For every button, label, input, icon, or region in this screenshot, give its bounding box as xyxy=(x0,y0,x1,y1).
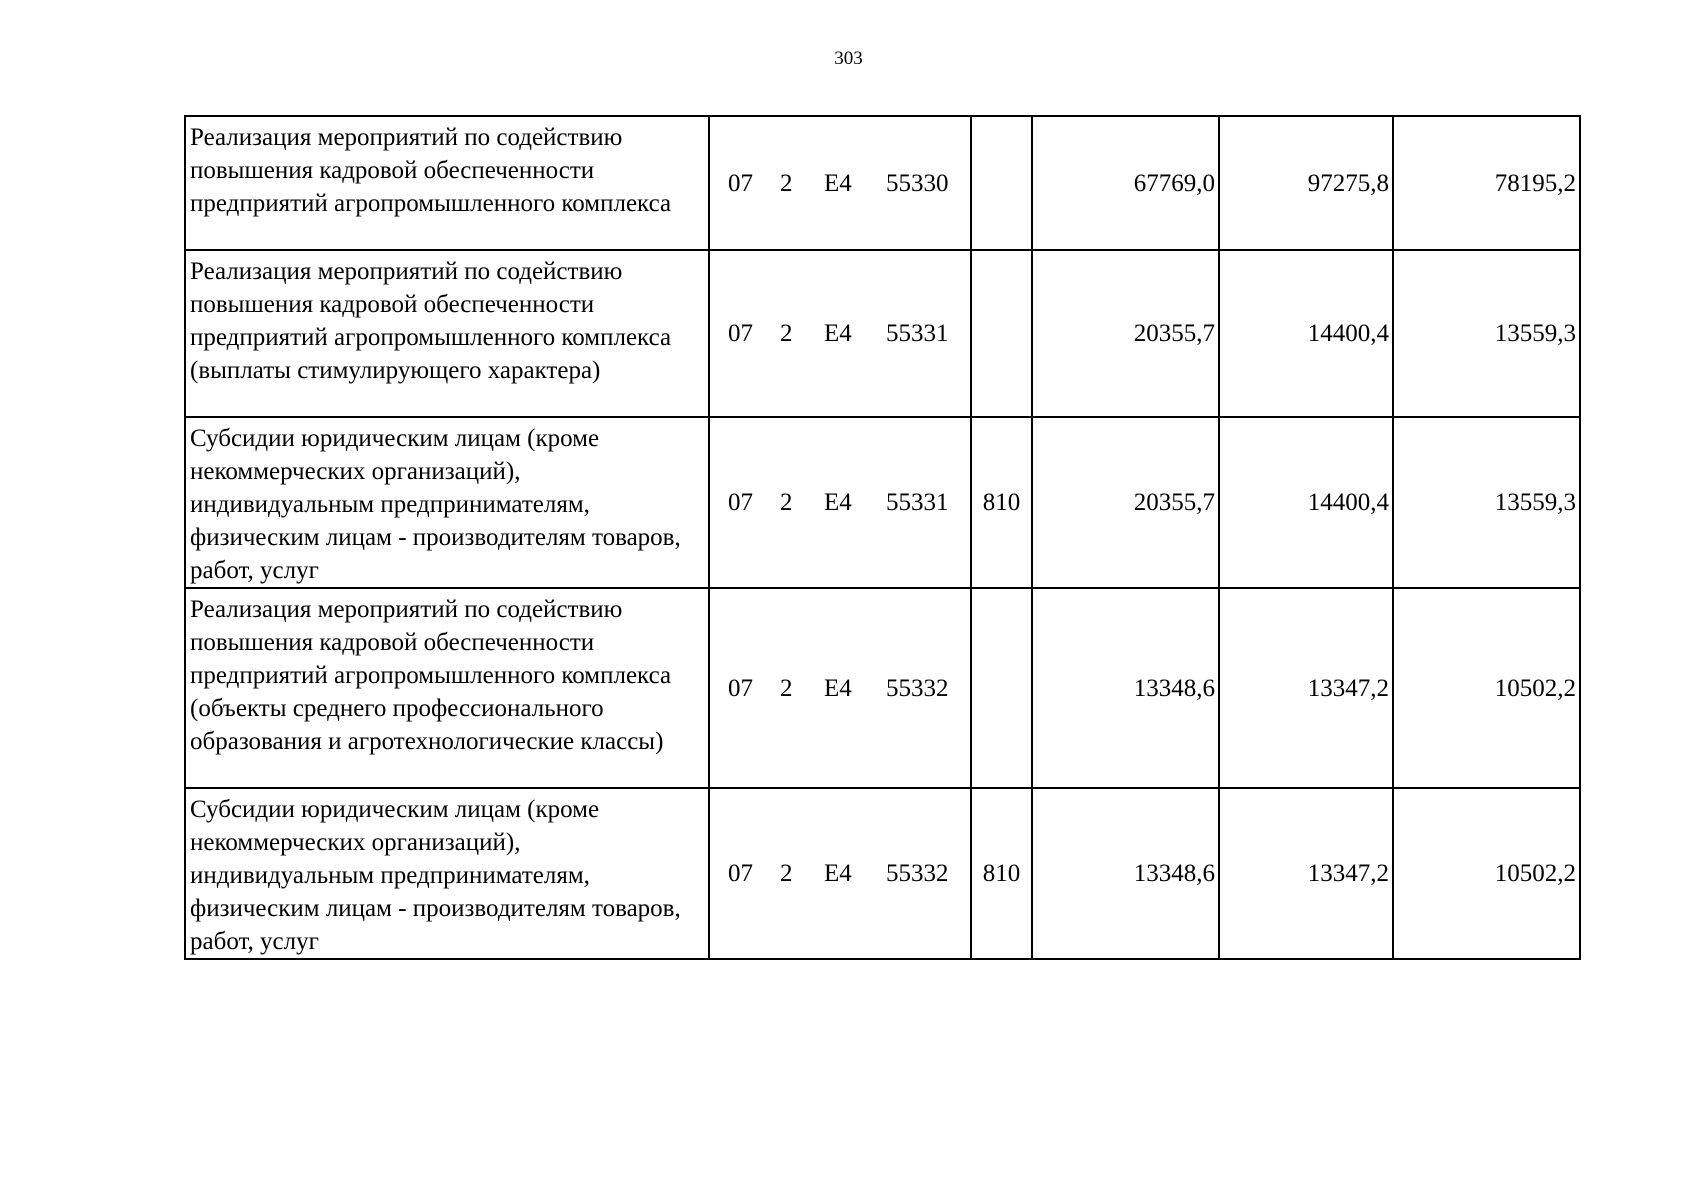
direction-code: 55332 xyxy=(886,674,949,702)
program-code: 2 xyxy=(780,489,793,516)
code-cell xyxy=(709,788,971,959)
direction-code: 55330 xyxy=(886,169,949,197)
program-code: 2 xyxy=(780,169,793,197)
row-name: Реализация мероприятий по содействию повышения кадровой обеспеченности предприятий агропромышленного комплекса (выплаты стимулирующего характера) xyxy=(185,250,709,417)
vr-code xyxy=(971,116,1032,250)
sum-year-3: 10502,2 xyxy=(1393,588,1580,788)
code-cell xyxy=(709,588,971,788)
program-code: 2 xyxy=(780,860,793,887)
sum-year-2: 13347,2 xyxy=(1219,788,1393,959)
sum-year-1: 13348,6 xyxy=(1032,588,1219,788)
sum-year-3: 13559,3 xyxy=(1393,417,1580,588)
sum-year-1: 67769,0 xyxy=(1032,116,1219,250)
row-name: Реализация мероприятий по содействию повышения кадровой обеспеченности предприятий агропромышленного комплекса xyxy=(185,116,709,250)
direction-code: 55331 xyxy=(886,489,949,516)
row-name: Реализация мероприятий по содействию повышения кадровой обеспеченности предприятий агропромышленного комплекса (объекты среднего профессионального образования и агротехнологические классы) xyxy=(185,588,709,788)
table-row xyxy=(185,417,1580,588)
table-row xyxy=(185,788,1580,959)
row-name: Субсидии юридическим лицам (кроме некоммерческих организаций), индивидуальным предпринимателям, физическим лицам - производителям товаров, работ, услуг xyxy=(185,417,709,588)
sum-year-2: 13347,2 xyxy=(1219,588,1393,788)
subprogram-code: E4 xyxy=(824,489,852,516)
razdel-code: 07 xyxy=(728,320,753,347)
page-number: 303 xyxy=(834,48,863,69)
table-row xyxy=(185,250,1580,417)
table-row xyxy=(185,588,1580,788)
direction-code: 55332 xyxy=(886,860,949,887)
vr-code xyxy=(971,250,1032,417)
vr-code: 810 xyxy=(971,417,1032,588)
table-row xyxy=(185,116,1580,250)
razdel-code: 07 xyxy=(728,169,753,197)
sum-year-3: 13559,3 xyxy=(1393,250,1580,417)
sum-year-2: 97275,8 xyxy=(1219,116,1393,250)
sum-year-1: 20355,7 xyxy=(1032,417,1219,588)
razdel-code: 07 xyxy=(728,860,753,887)
sum-year-2: 14400,4 xyxy=(1219,417,1393,588)
razdel-code: 07 xyxy=(728,489,753,516)
subprogram-code: E4 xyxy=(824,860,852,887)
vr-code: 810 xyxy=(971,788,1032,959)
sum-year-1: 20355,7 xyxy=(1032,250,1219,417)
program-code: 2 xyxy=(780,320,793,347)
sum-year-2: 14400,4 xyxy=(1219,250,1393,417)
code-cell xyxy=(709,417,971,588)
razdel-code: 07 xyxy=(728,674,753,702)
sum-year-3: 78195,2 xyxy=(1393,116,1580,250)
code-cell xyxy=(709,116,971,250)
row-name: Субсидии юридическим лицам (кроме некоммерческих организаций), индивидуальным предпринимателям, физическим лицам - производителям товаров, работ, услуг xyxy=(185,788,709,959)
code-cell xyxy=(709,250,971,417)
sum-year-3: 10502,2 xyxy=(1393,788,1580,959)
subprogram-code: E4 xyxy=(824,169,852,197)
program-code: 2 xyxy=(780,674,793,702)
subprogram-code: E4 xyxy=(824,320,852,347)
budget-table xyxy=(184,115,1581,960)
direction-code: 55331 xyxy=(886,320,949,347)
subprogram-code: E4 xyxy=(824,674,852,702)
sum-year-1: 13348,6 xyxy=(1032,788,1219,959)
vr-code xyxy=(971,588,1032,788)
